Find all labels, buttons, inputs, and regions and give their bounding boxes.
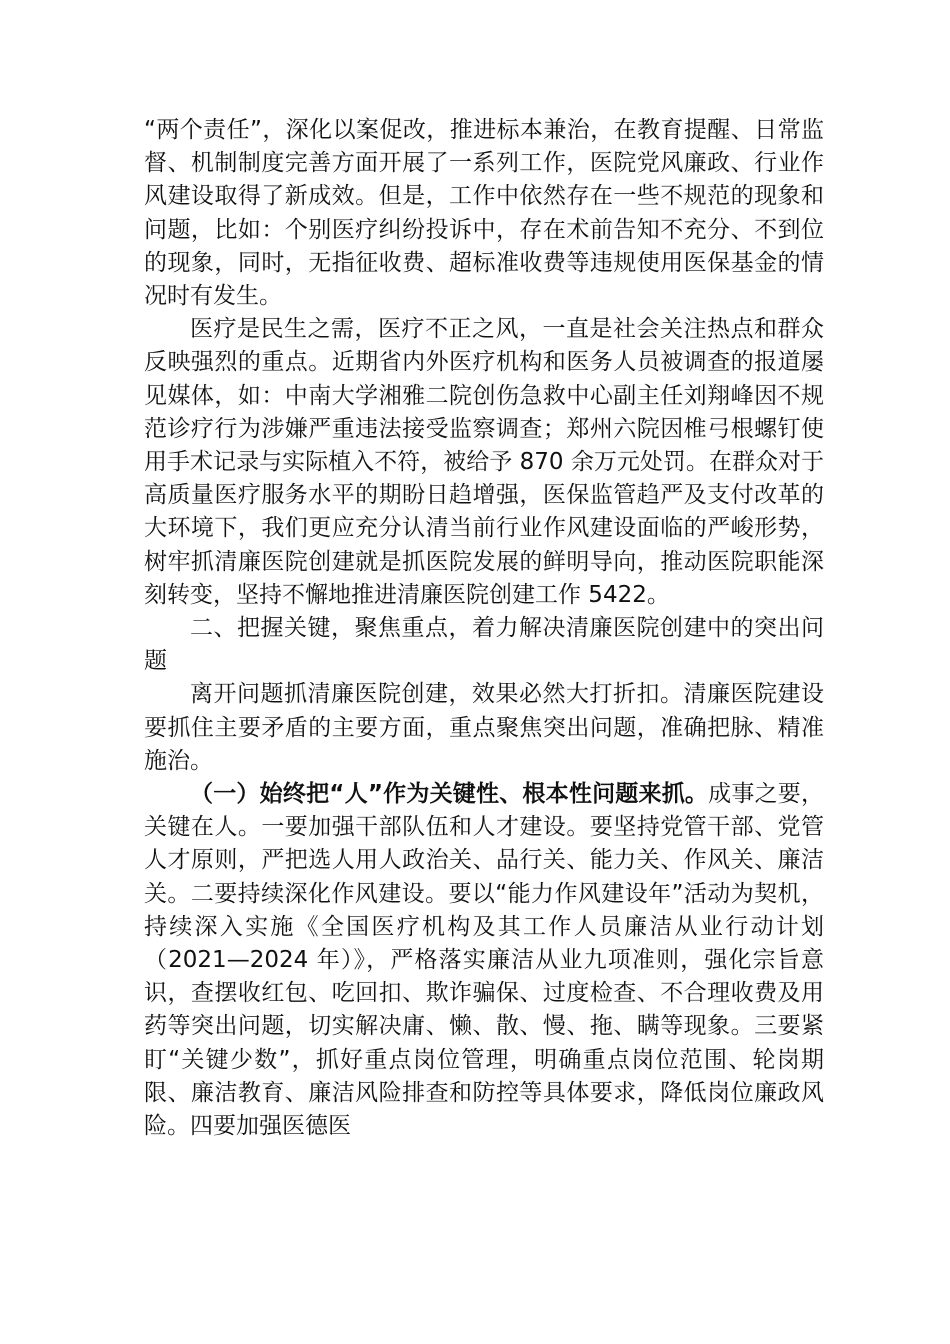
document-page [144,114,824,1143]
paragraph-4-body: 成事之要，关键在人。一要加强干部队伍和人才建设。要坚持党管干部、党管人才原则，严把选人用人政治关、品行关、能力关、作风关、廉洁关。二要持续深化作风建设。要以“能力作风建设年”活动为契机，持续深入实施《全国医疗机构及其工作人员廉洁从业行动计划（2021—2024 年）》，严格落实廉洁从业九项准则，强化宗旨意识，查摆收红包、吃回扣、欺诈骗保、过度检查、不合理收费及用药等突出问题，切实解决庸、懒、散、慢、拖、瞒等现象。三要紧盯“关键少数”，抓好重点岗位管理，明确重点岗位范围、轮岗期限、廉洁教育、廉洁风险排查和防控等具体要求，降低岗位廉政风险。四要加强医德医 [144,781,825,1140]
paragraph-3: 离开问题抓清廉医院创建，效果必然大打折扣。清廉医院建设要抓住主要矛盾的主要方面，重点聚焦突出问题，准确把脉、精准施治。 [144,681,824,774]
subsection-lead: （一）始终把“人”作为关键性、根本性问题来抓。 [190,781,709,808]
paragraph-1: “两个责任”，深化以案促改，推进标本兼治，在教育提醒、日常监督、机制制度完善方面开展了一系列工作，医院党风廉政、行业作风建设取得了新成效。但是，工作中依然存在一些不规范的现象和问题，比如：个别医疗纠纷投诉中，存在术前告知不充分、不到位的现象，同时，无指征收费、超标准收费等违规使用医保基金的情况时有发生。 [144,117,824,310]
paragraph-4 [144,778,824,1143]
section-heading-2: 二、把握关键，聚焦重点，着力解决清廉医院创建中的突出问题 [144,615,824,675]
paragraph-2: 医疗是民生之需，医疗不正之风，一直是社会关注热点和群众反映强烈的重点。近期省内外医疗机构和医务人员被调查的报道屡见媒体，如：中南大学湘雅二院创伤急救中心副主任刘翔峰因不规范诊疗行为涉嫌严重违法接受监察调查；郑州六院因椎弓根螺钉使用手术记录与实际植入不符，被给予 870 余万元处罚。在群众对于高质量医疗服务水平的期盼日趋增强，医保监管趋严及支付改革的大环境下，我们更应充分认清当前行业作风建设面临的严峻形势，树牢抓清廉医院创建就是抓医院发展的鲜明导向，推动医院职能深刻转变，坚持不懈地推进清廉医院创建工作 5422。 [144,316,824,608]
